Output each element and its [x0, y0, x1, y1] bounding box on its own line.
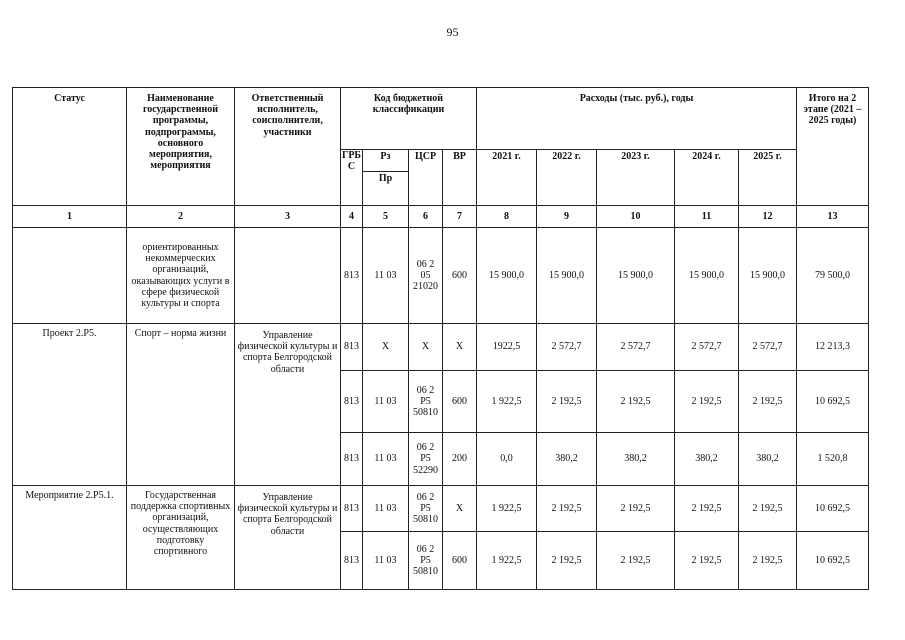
value-2021: 1 922,5	[477, 532, 537, 590]
page-number: 95	[446, 25, 459, 39]
value-2022: 2 192,5	[537, 371, 597, 433]
column-number: 9	[537, 206, 597, 228]
header-status: Статус	[13, 88, 127, 206]
vr-cell: Х	[443, 324, 477, 371]
value-2024: 380,2	[675, 433, 739, 486]
header-vr: ВР	[443, 150, 477, 206]
value-2024: 15 900,0	[675, 228, 739, 324]
table-row	[13, 228, 869, 324]
vr-cell: 200	[443, 433, 477, 486]
value-2025: 2 192,5	[739, 371, 797, 433]
column-number: 6	[409, 206, 443, 228]
column-number: 7	[443, 206, 477, 228]
header-year-2025: 2025 г.	[739, 150, 797, 206]
value-2023: 2 192,5	[597, 532, 675, 590]
header-expenses: Расходы (тыс. руб.), годы	[477, 88, 797, 150]
value-2022: 2 192,5	[537, 532, 597, 590]
table-row	[13, 486, 869, 532]
value-2022: 15 900,0	[537, 228, 597, 324]
header-year-2021: 2021 г.	[477, 150, 537, 206]
column-number: 8	[477, 206, 537, 228]
project-executor: Управление физической культуры и спорта Белгородской области	[235, 324, 341, 486]
value-total: 10 692,5	[797, 486, 869, 532]
project-status: Проект 2.Р5.	[13, 324, 127, 486]
rzpr-cell: 11 03	[363, 433, 409, 486]
value-2025: 2 192,5	[739, 486, 797, 532]
header-row-1	[13, 88, 869, 150]
value-2024: 2 192,5	[675, 532, 739, 590]
column-number: 2	[127, 206, 235, 228]
column-number: 1	[13, 206, 127, 228]
grbs-cell: 813	[341, 228, 363, 324]
status-cell	[13, 228, 127, 324]
header-year-2024: 2024 г.	[675, 150, 739, 206]
value-2021: 0,0	[477, 433, 537, 486]
vr-cell: Х	[443, 486, 477, 532]
value-2023: 15 900,0	[597, 228, 675, 324]
value-2022: 380,2	[537, 433, 597, 486]
column-number: 4	[341, 206, 363, 228]
header-budget-code: Код бюджетной классификации	[341, 88, 477, 150]
header-executor: Ответственный исполнитель, соисполнители, участники	[235, 88, 341, 206]
value-total: 1 520,8	[797, 433, 869, 486]
header-grbs: ГРБ С	[341, 150, 363, 206]
rzpr-cell: Х	[363, 324, 409, 371]
csr-cell: 06 2 Р5 50810	[409, 371, 443, 433]
event-status: Мероприятие 2.Р5.1.	[13, 486, 127, 590]
value-total: 79 500,0	[797, 228, 869, 324]
value-total: 10 692,5	[797, 532, 869, 590]
csr-cell: 06 2 Р5 52290	[409, 433, 443, 486]
table-row	[13, 324, 869, 371]
value-2021: 15 900,0	[477, 228, 537, 324]
csr-cell: 06 2 05 21020	[409, 228, 443, 324]
value-2025: 380,2	[739, 433, 797, 486]
header-csr: ЦСР	[409, 150, 443, 206]
column-number: 10	[597, 206, 675, 228]
value-2021: 1 922,5	[477, 486, 537, 532]
header-pr: Пр	[363, 172, 409, 206]
value-2024: 2 572,7	[675, 324, 739, 371]
value-2022: 2 192,5	[537, 486, 597, 532]
vr-cell: 600	[443, 371, 477, 433]
value-2021: 1 922,5	[477, 371, 537, 433]
csr-cell: 06 2 Р5 50810	[409, 486, 443, 532]
value-2025: 2 572,7	[739, 324, 797, 371]
budget-table-wrapper	[12, 87, 869, 590]
header-name: Наименование государственной программы, подпрограммы, основного мероприятия, мероприятия	[127, 88, 235, 206]
rzpr-cell: 11 03	[363, 371, 409, 433]
column-number: 3	[235, 206, 341, 228]
rzpr-cell: 11 03	[363, 228, 409, 324]
header-year-2022: 2022 г.	[537, 150, 597, 206]
value-2024: 2 192,5	[675, 371, 739, 433]
value-2021: 1922,5	[477, 324, 537, 371]
column-number: 13	[797, 206, 869, 228]
grbs-cell: 813	[341, 371, 363, 433]
value-total: 12 213,3	[797, 324, 869, 371]
value-2023: 2 572,7	[597, 324, 675, 371]
value-2023: 380,2	[597, 433, 675, 486]
rzpr-cell: 11 03	[363, 486, 409, 532]
column-number: 11	[675, 206, 739, 228]
rzpr-cell: 11 03	[363, 532, 409, 590]
value-total: 10 692,5	[797, 371, 869, 433]
column-number: 5	[363, 206, 409, 228]
value-2025: 15 900,0	[739, 228, 797, 324]
value-2024: 2 192,5	[675, 486, 739, 532]
event-name: Государственная поддержка спортивных организаций, осуществляющих подготовку спортивного	[127, 486, 235, 590]
vr-cell: 600	[443, 228, 477, 324]
value-2023: 2 192,5	[597, 486, 675, 532]
column-number: 12	[739, 206, 797, 228]
grbs-cell: 813	[341, 433, 363, 486]
value-2022: 2 572,7	[537, 324, 597, 371]
name-cell: ориентированных некоммерческих организаций, оказывающих услуги в сфере физической культуры и спорта	[127, 228, 235, 324]
event-executor: Управление физической культуры и спорта Белгородской области	[235, 486, 341, 590]
column-number-row	[13, 206, 869, 228]
csr-cell: Х	[409, 324, 443, 371]
executor-cell	[235, 228, 341, 324]
grbs-cell: 813	[341, 324, 363, 371]
header-rz: Рз	[363, 150, 409, 172]
vr-cell: 600	[443, 532, 477, 590]
project-name: Спорт – норма жизни	[127, 324, 235, 486]
value-2023: 2 192,5	[597, 371, 675, 433]
budget-table	[12, 87, 869, 590]
grbs-cell: 813	[341, 532, 363, 590]
csr-cell: 06 2 Р5 50810	[409, 532, 443, 590]
grbs-cell: 813	[341, 486, 363, 532]
value-2025: 2 192,5	[739, 532, 797, 590]
header-year-2023: 2023 г.	[597, 150, 675, 206]
header-total: Итого на 2 этапе (2021 –2025 годы)	[797, 88, 869, 206]
